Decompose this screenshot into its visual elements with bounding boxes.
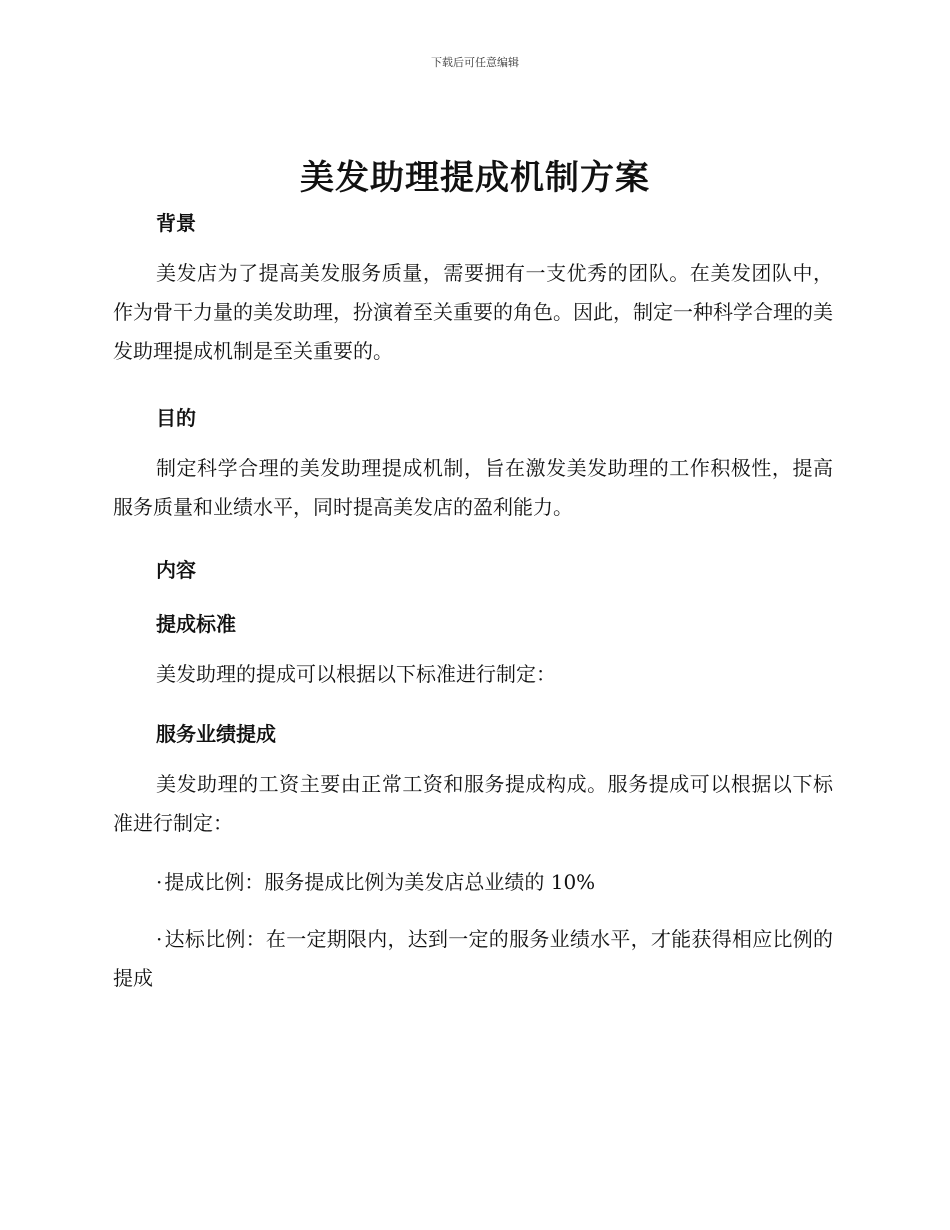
heading-content: 内容: [156, 558, 196, 582]
heading-purpose: 目的: [156, 406, 196, 430]
paragraph-service-commission: 美发助理的工资主要由正常工资和服务提成构成。服务提成可以根据以下标准进行制定：: [113, 772, 833, 835]
header-note: 下载后可任意编辑: [431, 56, 519, 69]
bullet-text: 达标比例：在一定期限内，达到一定的服务业绩水平，才能获得相应比例的提成: [113, 927, 833, 990]
paragraph-background: 美发店为了提高美发服务质量，需要拥有一支优秀的团队。在美发团队中，作为骨干力量的美发助理，扮演着至关重要的角色。因此，制定一种科学合理的美发助理提成机制是至关重要的。: [113, 261, 833, 363]
bullet-item-target-ratio: [113, 920, 833, 998]
bullet-item-commission-ratio: [113, 863, 833, 902]
document-title: 美发助理提成机制方案: [300, 158, 650, 198]
heading-commission-standard: 提成标准: [156, 612, 236, 636]
bullet-mark: ·: [156, 927, 163, 951]
paragraph-commission-standard: 美发助理的提成可以根据以下标准进行制定：: [156, 662, 556, 686]
heading-service-commission: 服务业绩提成: [156, 722, 276, 746]
heading-background: 背景: [156, 211, 196, 235]
bullet-text: 提成比例：服务提成比例为美发店总业绩的 10%: [164, 870, 596, 894]
bullet-mark: ·: [156, 870, 163, 894]
paragraph-purpose: 制定科学合理的美发助理提成机制，旨在激发美发助理的工作积极性，提高服务质量和业绩水平，同时提高美发店的盈利能力。: [113, 456, 833, 519]
